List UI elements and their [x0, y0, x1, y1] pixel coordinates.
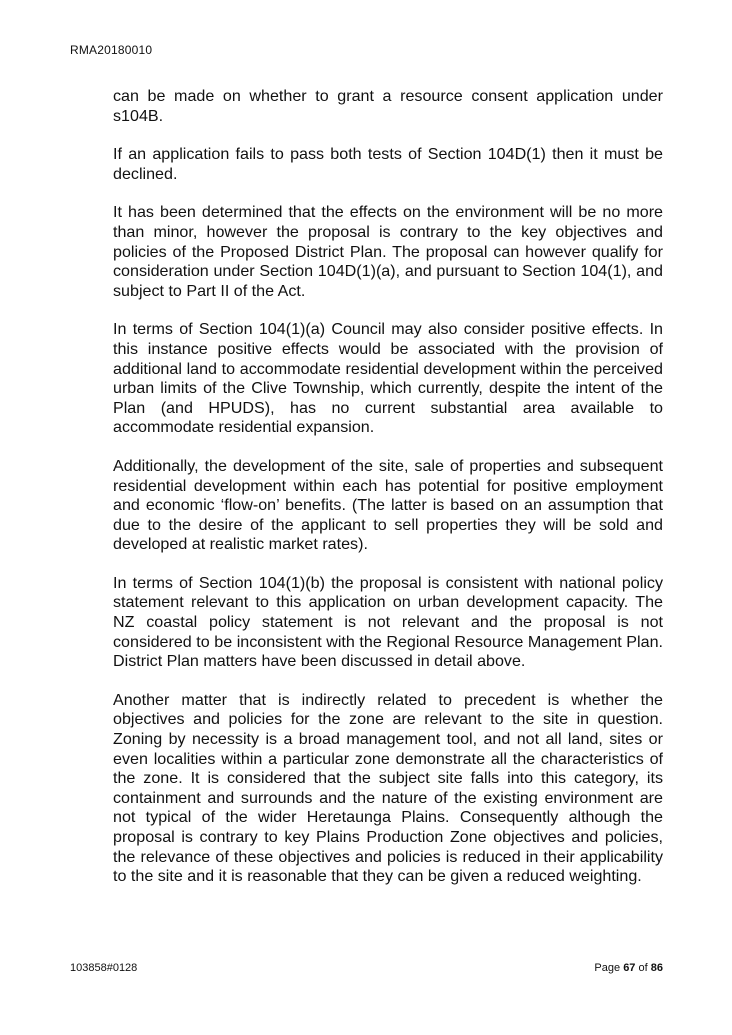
paragraph: It has been determined that the effects on the environment will be no more than minor, however the proposal is contrary to the key objectives and policies of the Proposed District Plan. The proposal can however qualify for consideration under Section 104D(1)(a), and pursuant to Section 104(1), and subject to Part II of the Act.: [113, 203, 663, 300]
body-text: [113, 87, 663, 906]
paragraph: In terms of Section 104(1)(b) the proposal is consistent with national policy statement relevant to this application on urban development capacity. The NZ coastal policy statement is not relevant and the proposal is not considered to be inconsistent with the Regional Resource Management Plan. District Plan matters have been discussed in detail above.: [113, 573, 663, 671]
paragraph: If an application fails to pass both tests of Section 104D(1) then it must be declined.: [113, 145, 663, 183]
document-reference: RMA20180010: [70, 43, 153, 57]
total-pages: 86: [650, 962, 663, 974]
footer-page-number: [594, 962, 663, 974]
paragraph: can be made on whether to grant a resource consent application under s104B.: [113, 87, 663, 125]
page-word: Page: [594, 962, 621, 974]
of-word: of: [638, 962, 648, 974]
paragraph: Additionally, the development of the site, sale of properties and subsequent residential development within each has potential for positive employment and economic ‘flow-on’ benefits. (The latter is based on an assumption that due to the desire of the applicant to sell properties they will be sold and developed at realistic market rates).: [113, 456, 663, 554]
paragraph: In terms of Section 104(1)(a) Council may also consider positive effects. In this instance positive effects would be associated with the provision of additional land to accommodate residential development within the perceived urban limits of the Clive Township, which currently, despite the intent of the Plan (and HPUDS), has no current substantial area available to accommodate residential expansion.: [113, 320, 663, 437]
current-page: 67: [623, 962, 636, 974]
paragraph: Another matter that is indirectly related to precedent is whether the objectives and policies for the zone are relevant to the site in question. Zoning by necessity is a broad management tool, and not all land, sites or even localities within a particular zone demonstrate all the characteristics of the zone. It is considered that the subject site falls into this category, its containment and surrounds and the nature of the existing environment are not typical of the wider Heretaunga Plains. Consequently although the proposal is contrary to key Plains Production Zone objectives and policies, the relevance of these objectives and policies is reduced in their applicability to the site and it is reasonable that they can be given a reduced weighting.: [113, 690, 663, 886]
footer-document-id: 103858#0128: [70, 962, 138, 974]
